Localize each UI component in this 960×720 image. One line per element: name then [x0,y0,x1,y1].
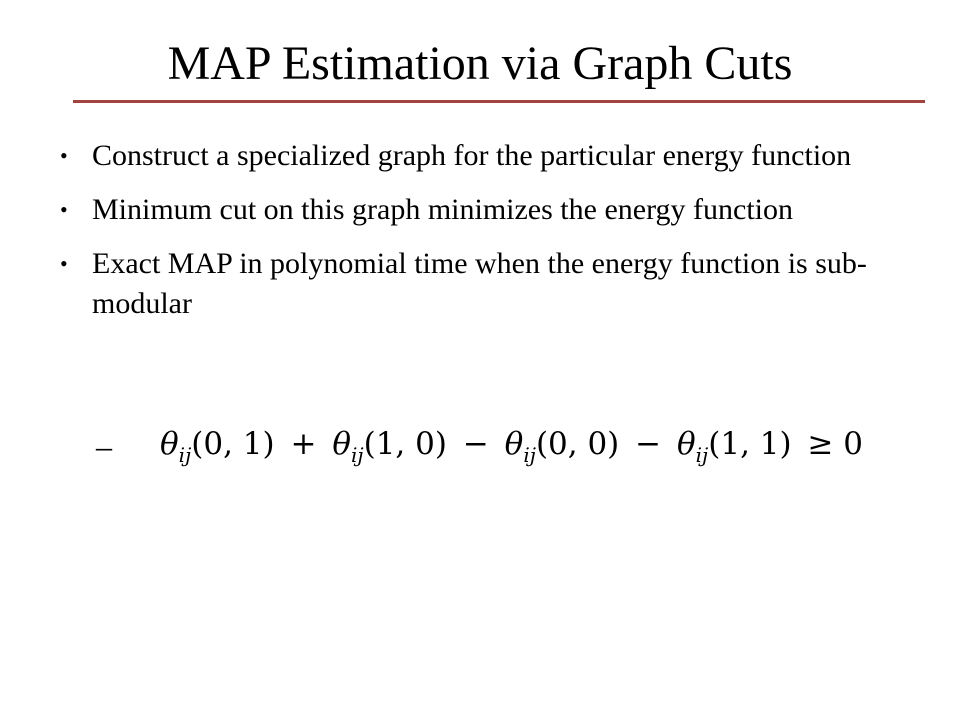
formula-arg: (0, 1) [191,426,275,462]
bullet-item [60,136,910,176]
formula-relation: ≥ 0 [807,426,864,462]
bullet-list [60,136,910,338]
sub-bullet-marker: – [96,428,112,464]
formula-subscript: ij [351,443,364,467]
bullet-text: Construct a specialized graph for the particular energy function [92,139,852,172]
bullet-marker: • [60,251,68,276]
formula-theta: θ [504,426,524,462]
formula-arg: (0, 0) [535,426,620,462]
formula-operator: − [462,426,489,462]
formula-subscript: ij [695,443,709,467]
bullet-marker: • [60,143,68,168]
formula-theta: θ [676,426,696,462]
formula-operator: + [290,426,317,462]
bullet-item [60,190,910,230]
formula-subscript: ij [178,443,192,467]
formula-theta: θ [332,426,351,462]
sub-bullet [96,422,896,474]
bullet-item [60,244,910,324]
title-underline [73,100,925,103]
bullet-marker: • [60,197,68,222]
submodularity-formula [160,426,869,467]
formula-theta: θ [160,426,179,462]
bullet-text: Exact MAP in polynomial time when the energy function is sub-modular [92,247,867,320]
formula-subscript: ij [523,443,536,467]
bullet-text: Minimum cut on this graph minimizes the energy function [92,193,794,226]
formula-arg: (1, 0) [363,426,447,462]
formula-operator: − [635,426,662,462]
formula-arg: (1, 1) [708,426,792,462]
slide-title: MAP Estimation via Graph Cuts [167,37,793,90]
